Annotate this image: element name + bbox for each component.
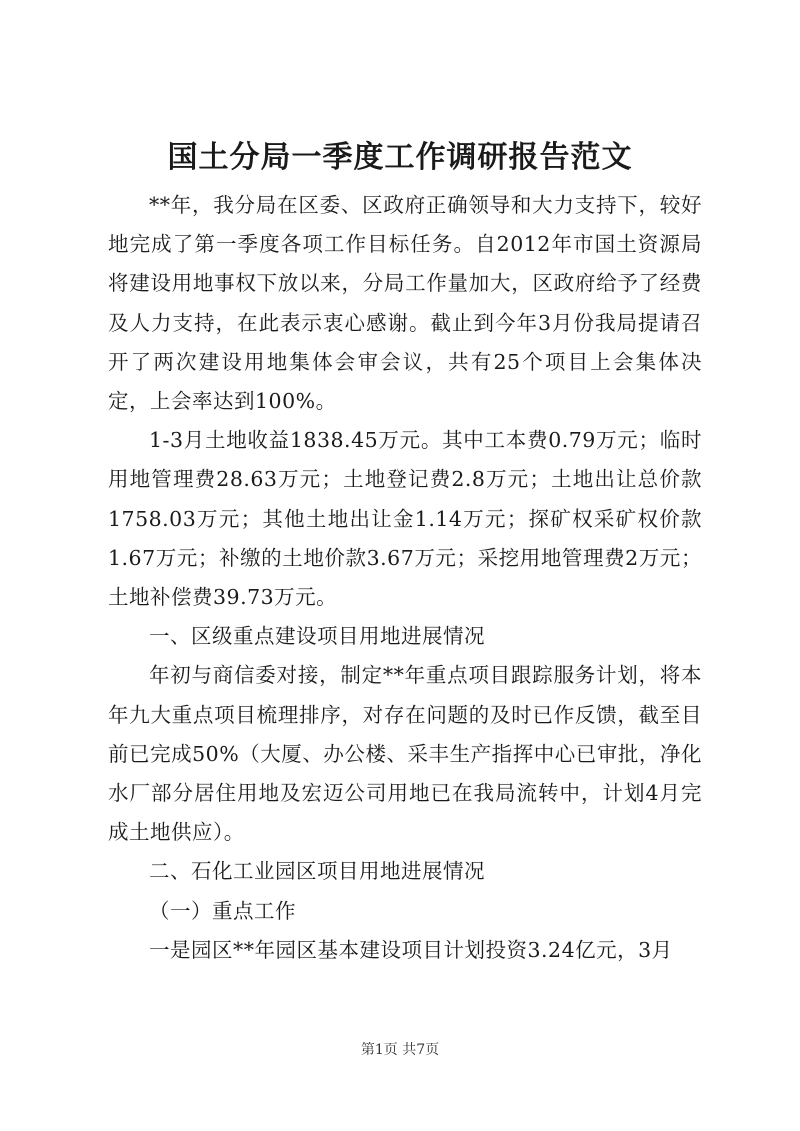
section-heading-industrial-park: 二、石化工业园区项目用地进展情况 (149, 859, 485, 884)
section-heading-district-projects: 一、区级重点建设项目用地进展情况 (149, 624, 485, 649)
paragraph-park-investment: 一是园区**年园区基本建设项目计划投资3.24亿元，3月 (149, 937, 673, 962)
page-number-footer: 第1页 共7页 (360, 1042, 440, 1058)
paragraph-land-revenue: 1-3月土地收益1838.45万元。其中工本费0.79万元；临时用地管理费28.63万元；土地登记费2.8万元；土地出让总价款1758.03万元；其他土地出让金1.14万元；探矿权采矿权价款1.67万元；补缴的土地价款3.67万元；采挖用地管理费2万元；土地补偿费39.73万元。 (108, 428, 702, 610)
paragraph-district-projects: 年初与商信委对接，制定**年重点项目跟踪服务计划，将本年九大重点项目梳理排序，对存在问题的及时已作反馈，截至目前已完成50%（大厦、办公楼、采丰生产指挥中心已审批，净化水厂部分居住用地及宏迈公司用地已在我局流转中，计划4月完成土地供应）。 (108, 663, 702, 845)
paragraph-intro: **年，我分局在区委、区政府正确领导和大力支持下，较好地完成了第一季度各项工作目标任务。自2012年市国土资源局将建设用地事权下放以来，分局工作量加大，区政府给予了经费及人力支持，在此表示衷心感谢。截止到今年3月份我局提请召开了两次建设用地集体会审会议，共有25个项目上会集体决定，上会率达到100%。 (108, 193, 702, 414)
document-body (108, 186, 702, 970)
document-title: 国土分局一季度工作调研报告范文 (167, 140, 633, 175)
subsection-heading-key-work: （一）重点工作 (149, 898, 296, 923)
